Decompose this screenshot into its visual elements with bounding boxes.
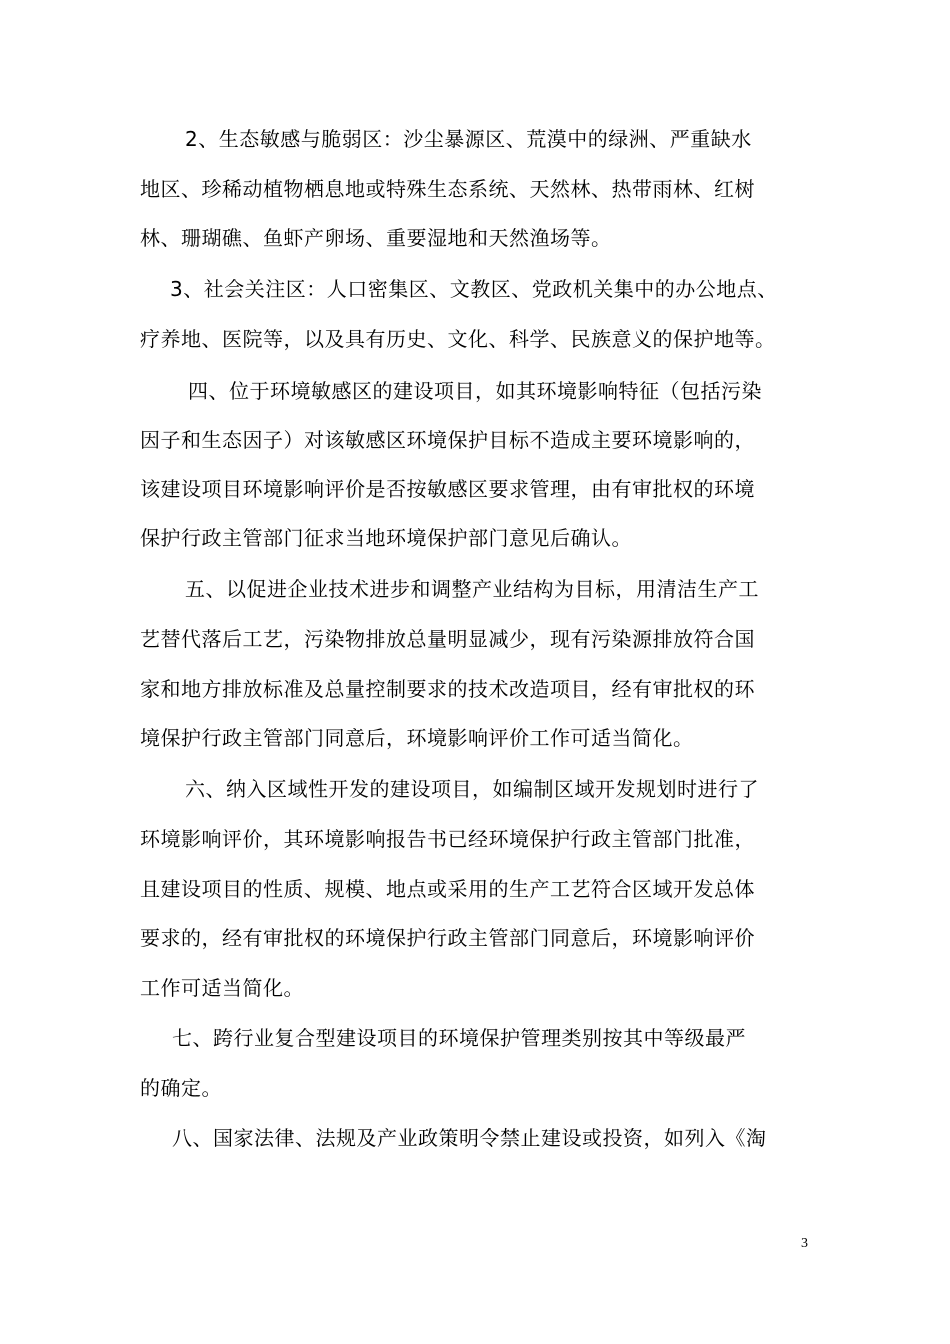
text-line: 六、纳入区域性开发的建设项目，如编制区域开发规划时进行了 (185, 777, 759, 801)
text-line: 五、以促进企业技术进步和调整产业结构为目标，用清洁生产工 (185, 577, 759, 601)
text-line: 工作可适当简化。 (140, 976, 304, 1000)
text-line: 2、生态敏感与脆弱区：沙尘暴源区、荒漠中的绿洲、严重缺水 (185, 127, 752, 151)
text-line: 八、国家法律、法规及产业政策明令禁止建设或投资，如列入《淘 (172, 1126, 767, 1150)
text-line: 艺替代落后工艺，污染物排放总量明显减少，现有污染源排放符合国 (140, 627, 755, 651)
text-line: 该建设项目环境影响评价是否按敏感区要求管理，由有审批权的环境 (140, 477, 755, 501)
text-line: 境保护行政主管部门同意后，环境影响评价工作可适当简化。 (140, 726, 694, 750)
text-line: 四、位于环境敏感区的建设项目，如其环境影响特征（包括污染 (188, 379, 762, 403)
text-line: 且建设项目的性质、规模、地点或采用的生产工艺符合区域开发总体 (140, 877, 755, 901)
text-line: 环境影响评价，其环境影响报告书已经环境保护行政主管部门批准， (140, 827, 755, 851)
text-line: 要求的，经有审批权的环境保护行政主管部门同意后，环境影响评价 (140, 926, 755, 950)
text-line: 家和地方排放标准及总量控制要求的技术改造项目，经有审批权的环 (140, 677, 755, 701)
text-line: 林、珊瑚礁、鱼虾产卵场、重要湿地和天然渔场等。 (140, 226, 612, 250)
text-line: 疗养地、医院等，以及具有历史、文化、科学、民族意义的保护地等。 (140, 327, 776, 351)
text-line: 的确定。 (140, 1076, 222, 1100)
text-line: 地区、珍稀动植物栖息地或特殊生态系统、天然林、热带雨林、红树 (140, 177, 755, 201)
text-line: 因子和生态因子）对该敏感区环境保护目标不造成主要环境影响的， (140, 428, 755, 452)
text-line: 七、跨行业复合型建设项目的环境保护管理类别按其中等级最严 (172, 1026, 746, 1050)
page-number: 3 (801, 1236, 808, 1251)
text-line: 保护行政主管部门征求当地环境保护部门意见后确认。 (140, 526, 632, 550)
text-line: 3、社会关注区：人口密集区、文教区、党政机关集中的办公地点、 (170, 277, 778, 301)
